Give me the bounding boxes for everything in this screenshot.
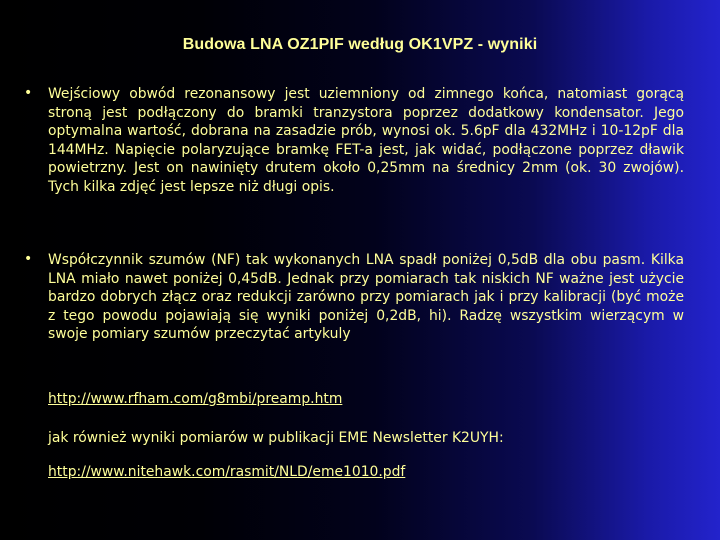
- bullet-paragraph-input-circuit: Wejściowy obwód rezonansowy jest uziemniony od zimnego końca, natomiast gorącą stroną jest podłączony do bramki tranzystora poprzez dodatkowy kondensator. Jego optymalna wartość, dobrana na zasadzie prób, wynosi ok. 5.6pF dla 432MHz i 10-12pF dla 144MHz. Napięcie polaryzujące bramkę FET-a jest, jak widać, podłączone poprzez dławik powietrzny. Jest on nawinięty drutem około 0,25mm na średnicy 2mm (ok. 30 zwojów). Tych kilka zdjęć jest lepsze niż długi opis.: [48, 86, 684, 195]
- bullet-marker: •: [24, 85, 33, 101]
- eme-newsletter-line: jak również wyniki pomiarów w publikacji EME Newsletter K2UYH:: [48, 430, 504, 446]
- nitehawk-link[interactable]: http://www.nitehawk.com/rasmit/NLD/eme1010.pdf: [48, 464, 406, 480]
- slide-title: Budowa LNA OZ1PIF według OK1VPZ - wyniki: [182, 36, 538, 53]
- rfham-link[interactable]: http://www.rfham.com/g8mbi/preamp.htm: [48, 391, 343, 407]
- bullet-marker: •: [24, 251, 33, 267]
- bullet-paragraph-noise-figure: Współczynnik szumów (NF) tak wykonanych LNA spadł poniżej 0,5dB dla obu pasm. Kilka LNA miało nawet poniżej 0,45dB. Jednak przy pomiarach tak niskich NF ważne jest użycie bardzo dobrych złącz oraz redukcji zarówno przy pomiarach jak i przy kalibracji (być może z tego powodu pojawiają się wyniki poniżej 0,2dB, hi). Radzę wszystkim wierzącym w swoje pomiary szumów przeczytać artykuly: [48, 252, 684, 343]
